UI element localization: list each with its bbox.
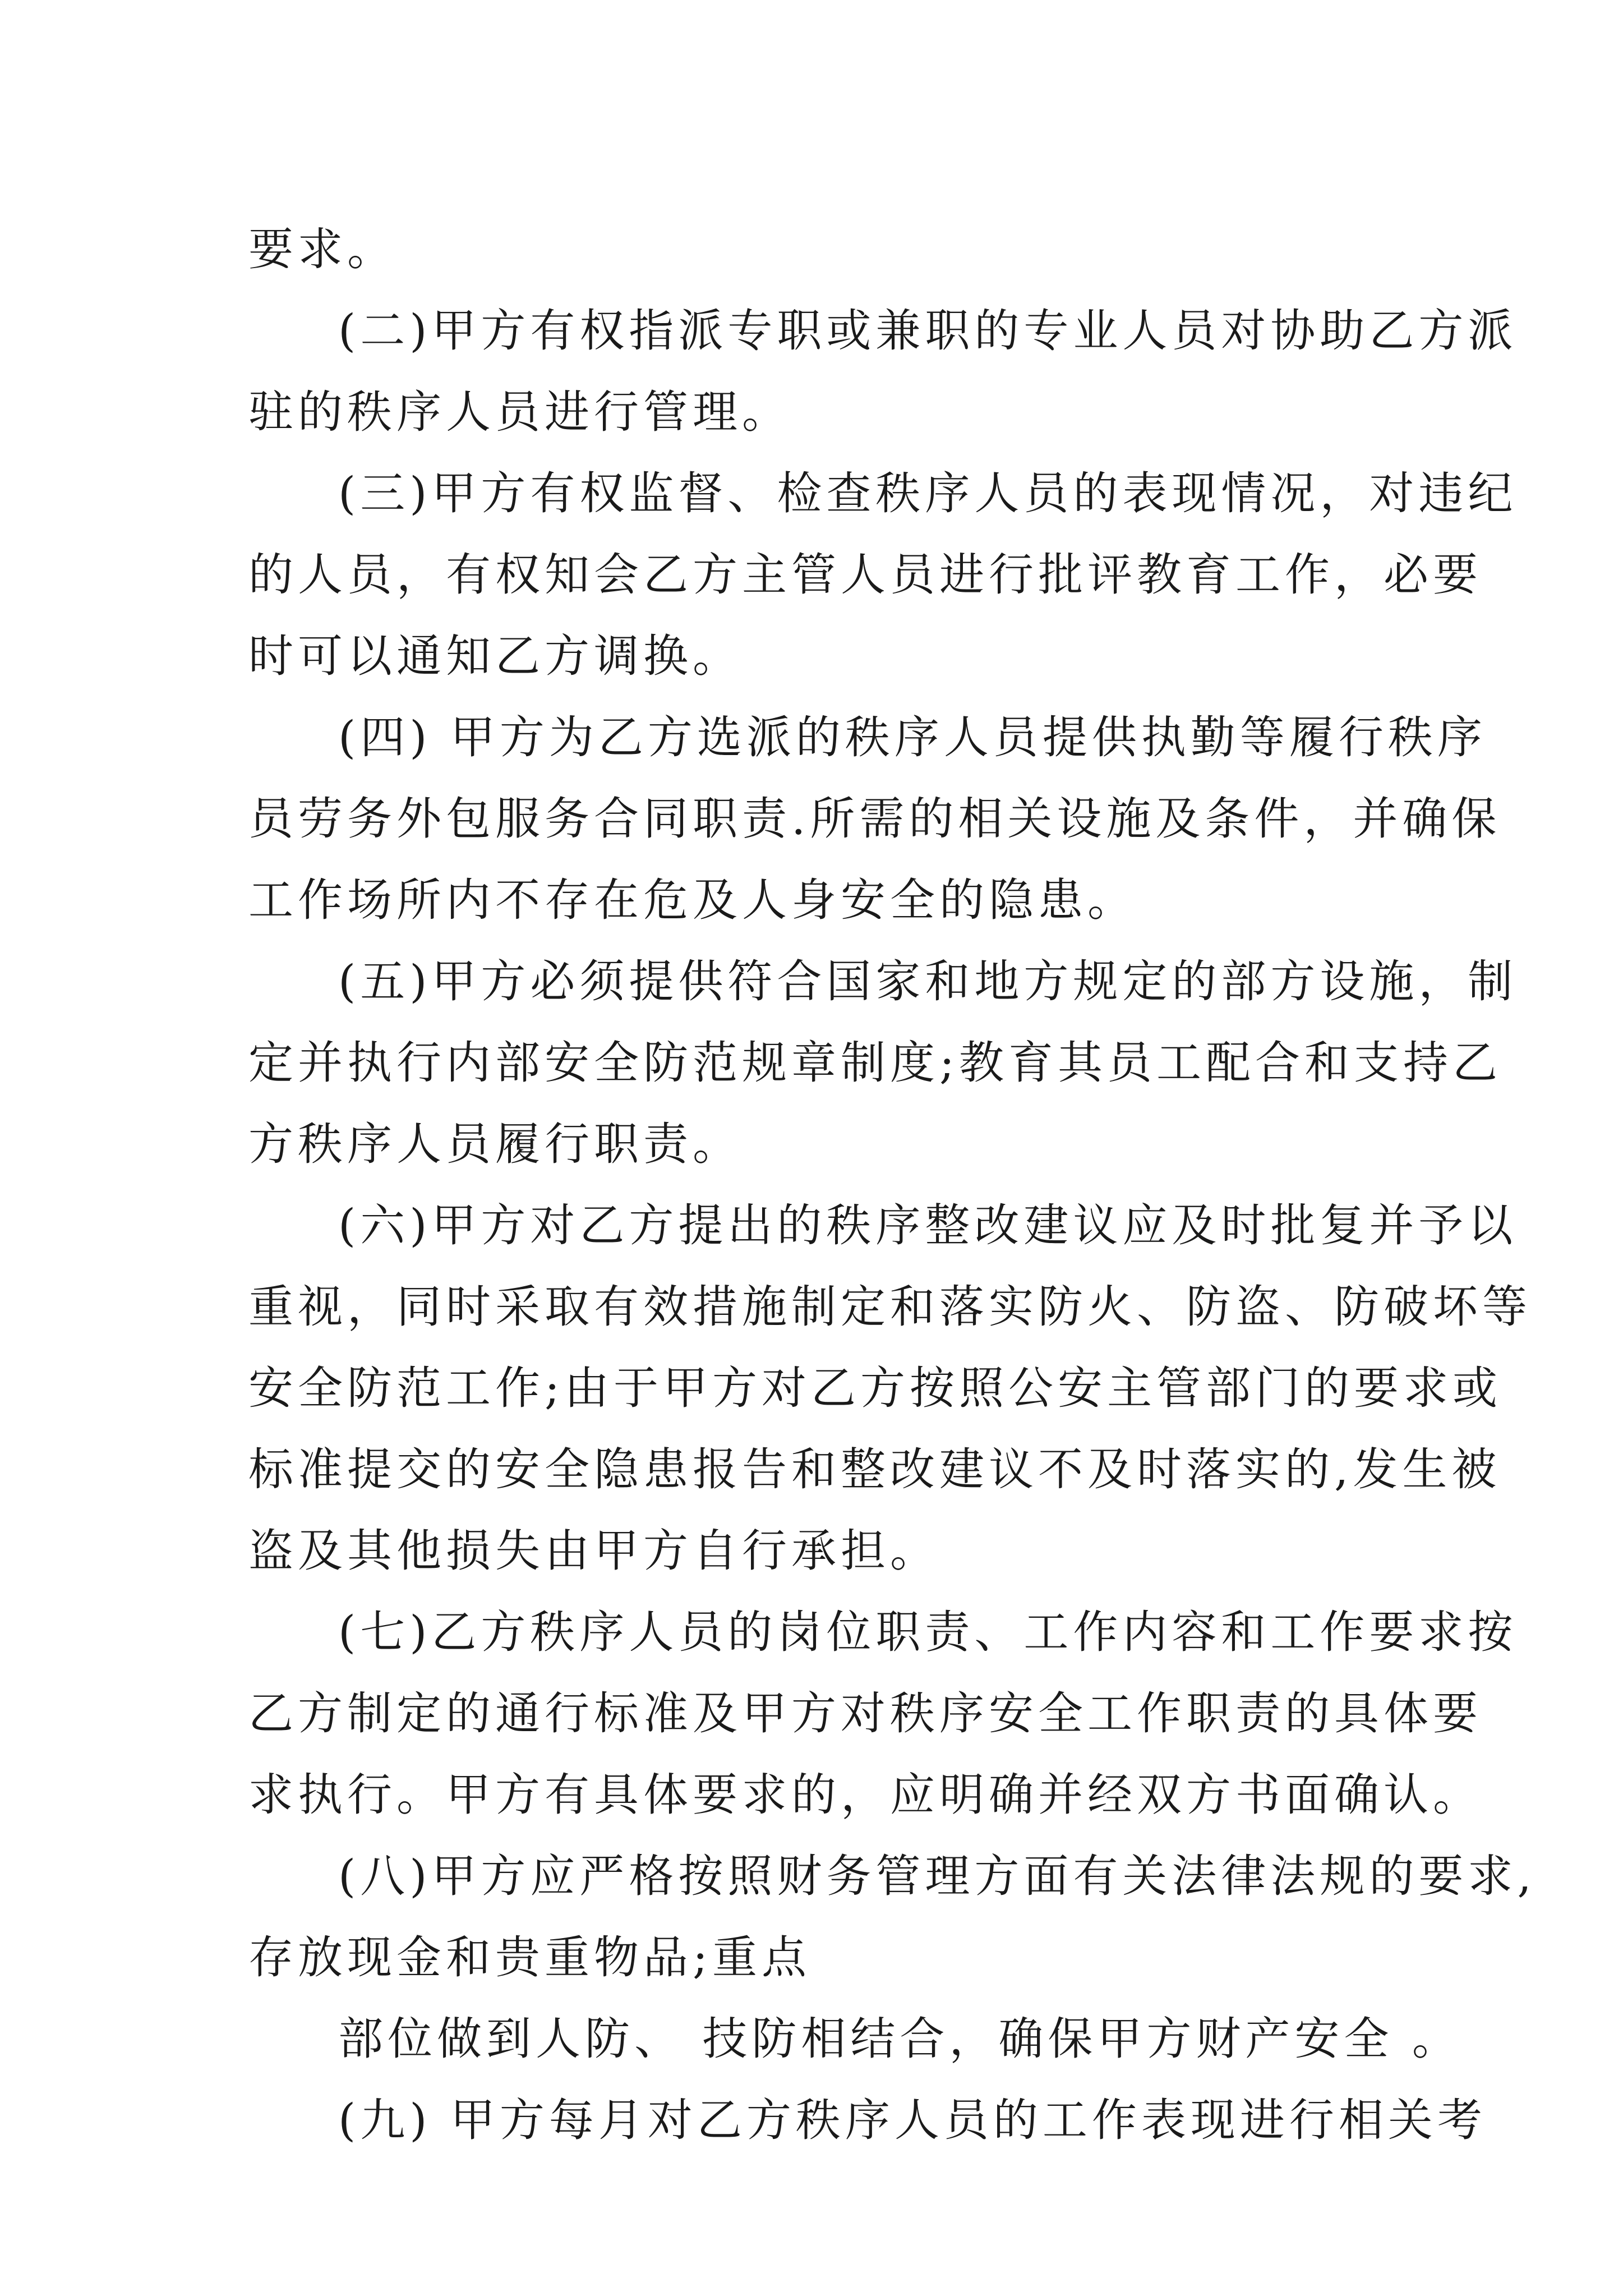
- text-line: 的人员，有权知会乙方主管人员进行批评教育工作，必要: [248, 549, 1482, 601]
- text-line: 员劳务外包服务合同职责.所需的相关设施及条件，并确保: [248, 793, 1501, 845]
- text-line: 重视，同时采取有效措施制定和落实防火、防盗、防破坏等: [248, 1281, 1532, 1333]
- text-line: 部位做到人防、 技防相结合，确保甲方财产安全 。: [338, 2013, 1461, 2065]
- text-line: (五)甲方必须提供符合国家和地方规定的部方设施，制: [338, 955, 1518, 1007]
- paragraph-clause-5: [248, 941, 1518, 1185]
- paragraph-clause-8: [248, 1835, 1536, 1998]
- paragraph-clause-4: [248, 697, 1501, 941]
- paragraph-clause-2: [248, 290, 1518, 453]
- text-line: 工作场所内不存在危及人身安全的隐患。: [248, 874, 1137, 926]
- text-line: 乙方制定的通行标准及甲方对秩序安全工作职责的具体要: [248, 1687, 1482, 1740]
- paragraph-clause-9: [248, 2079, 1487, 2161]
- text-line: (二)甲方有权指派专职或兼职的专业人员对协助乙方派: [338, 305, 1518, 357]
- text-line: 标准提交的安全隐患报告和整改建议不及时落实的,发生被: [248, 1443, 1501, 1496]
- text-line: 方秩序人员履行职责。: [248, 1118, 742, 1170]
- text-line: (六)甲方对乙方提出的秩序整改建议应及时批复并予以: [338, 1199, 1518, 1251]
- text-line: 求执行。甲方有具体要求的，应明确并经双方书面确认。: [248, 1769, 1482, 1821]
- paragraph-continuation: [248, 209, 1387, 290]
- paragraph-clause-7: [248, 1591, 1518, 1835]
- text-line: 盗及其他损失由甲方自行承担。: [248, 1525, 939, 1577]
- paragraph-clause-6: [248, 1185, 1532, 1591]
- paragraph-clause-8-continued: [248, 1998, 1461, 2079]
- text-line: (九) 甲方每月对乙方秩序人员的工作表现进行相关考: [338, 2094, 1487, 2146]
- text-line: 存放现金和贵重物品;重点: [248, 1931, 811, 1984]
- text-line: (七)乙方秩序人员的岗位职责、工作内容和工作要求按: [338, 1606, 1518, 1658]
- text-line: 定并执行内部安全防范规章制度;教育其员工配合和支持乙: [248, 1037, 1502, 1089]
- text-line: 要求。: [248, 223, 396, 275]
- text-line: 时可以通知乙方调换。: [248, 630, 742, 682]
- document-body: [248, 209, 1536, 2161]
- text-line: 驻的秩序人员进行管理。: [248, 386, 791, 438]
- text-line: 安全防范工作;由于甲方对乙方按照公安主管部门的要求或: [248, 1362, 1502, 1414]
- text-line: (四) 甲方为乙方选派的秩序人员提供执勤等履行秩序: [338, 711, 1487, 763]
- text-line: (八)甲方应严格按照财务管理方面有关法律法规的要求,: [338, 1850, 1536, 1902]
- paragraph-clause-3: [248, 453, 1518, 697]
- text-line: (三)甲方有权监督、检查秩序人员的表现情况，对违纪: [338, 467, 1518, 519]
